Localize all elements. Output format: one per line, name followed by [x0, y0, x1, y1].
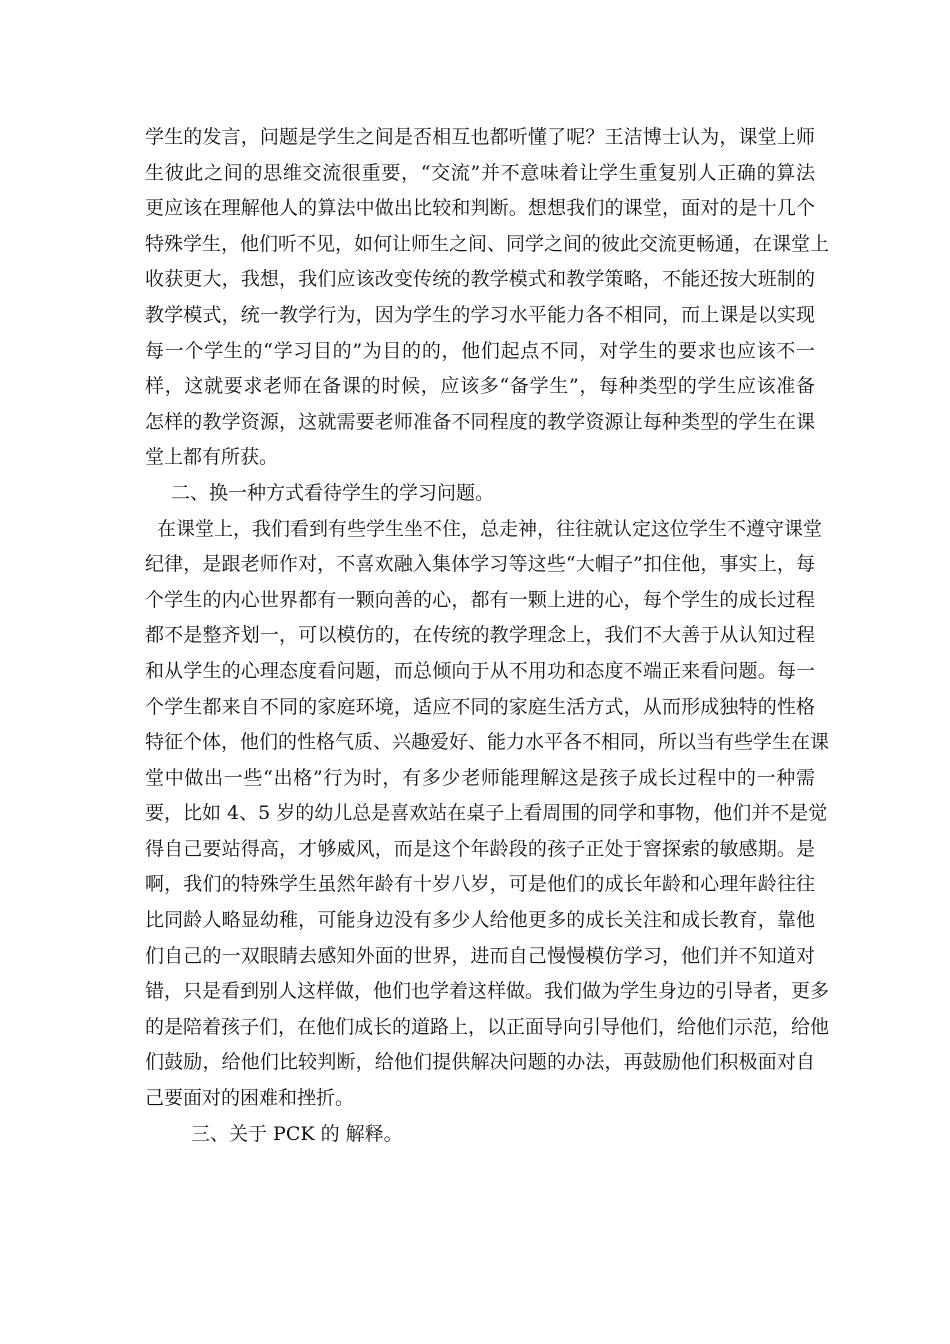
text-line: 错，只是看到别人这样做，他们也学着这样做。我们做为学生身边的引导者，更多	[145, 980, 830, 1003]
text-line: 学生的发言，问题是学生之间是否相互也都听懂了呢？王洁博士认为，课堂上师	[145, 126, 815, 148]
text-line: 特征个体，他们的性格气质、兴趣爱好、能力水平各不相同，所以当有些学生在课	[145, 731, 830, 754]
text-line: 堂中做出一些“出格”行为时，有多少老师能理解这是孩子成长过程中的一种需	[145, 766, 815, 789]
text-line: 比同龄人略显幼稚，可能身边没有多少人给他更多的成长关注和成长教育，靠他	[145, 909, 815, 932]
section-heading-2	[145, 476, 815, 512]
paragraph-1	[145, 120, 830, 476]
text-line: 要，比如 4、5 岁的幼儿总是喜欢站在桌子上看周围的同学和事物，他们并不是觉	[145, 802, 828, 825]
text-line: 己要面对的困难和挫折。	[145, 1087, 355, 1110]
text-line: 堂上都有所获。	[145, 446, 279, 469]
text-line: 个学生都来自不同的家庭环境，适应不同的家庭生活方式，从而形成独特的性格	[145, 695, 815, 718]
text-line: 生彼此之间的思维交流很重要，“交流”并不意味着让学生重复别人正确的算法	[145, 161, 815, 184]
section-heading-3	[145, 1117, 815, 1153]
text-line: 的是陪着孩子们，在他们成长的道路上，以正面导向引导他们，给他们示范，给他	[145, 1015, 830, 1038]
text-line: 怎样的教学资源，这就需要老师准备不同程度的教学资源让每种类型的学生在课	[145, 410, 815, 433]
text-line: 个学生的内心世界都有一颗向善的心，都有一颗上进的心，每个学生的成长过程	[145, 588, 815, 611]
document-page	[145, 120, 830, 1152]
paragraph-2	[145, 512, 830, 1117]
heading-line: 三、关于 PCK 的 解释。	[191, 1122, 403, 1145]
text-line: 和从学生的心理态度看问题，而总倾向于从不用功和态度不端正来看问题。每一	[145, 659, 815, 682]
text-line: 样，这就要求老师在备课的时候，应该多“备学生”，每种类型的学生应该准备	[145, 375, 815, 398]
text-line: 更应该在理解他人的算法中做出比较和判断。想想我们的课堂，面对的是十几个	[145, 197, 815, 220]
text-line: 特殊学生，他们听不见，如何让师生之间、同学之间的彼此交流更畅通，在课堂上	[145, 232, 830, 255]
text-line: 纪律，是跟老师作对，不喜欢融入集体学习等这些“大帽子”扣住他，事实上，每	[145, 553, 815, 576]
text-line: 得自己要站得高，才够威风，而是这个年龄段的孩子正处于窨探索的敏感期。是	[145, 837, 815, 860]
heading-line: 二、换一种方式看待学生的学习问题。	[171, 481, 495, 504]
text-line: 在课堂上，我们看到有些学生坐不住，总走神，往往就认定这位学生不遵守课堂	[157, 517, 823, 540]
text-line: 都不是整齐划一，可以模仿的，在传统的教学理念上，我们不大善于从认知过程	[145, 624, 815, 647]
text-line: 啊，我们的特殊学生虽然年龄有十岁八岁，可是他们的成长年龄和心理年龄往往	[145, 873, 815, 896]
text-line: 们鼓励，给他们比较判断，给他们提供解决问题的办法，再鼓励他们积极面对自	[145, 1051, 815, 1074]
text-line: 收获更大，我想，我们应该改变传统的教学模式和教学策略，不能还按大班制的	[145, 268, 815, 291]
text-line: 们自己的一双眼睛去感知外面的世界，进而自己慢慢模仿学习，他们并不知道对	[145, 944, 815, 967]
text-line: 教学模式，统一教学行为，因为学生的学习水平能力各不相同，而上课是以实现	[145, 303, 815, 326]
text-line: 每一个学生的“学习目的”为目的的，他们起点不同，对学生的要求也应该不一	[145, 339, 815, 362]
